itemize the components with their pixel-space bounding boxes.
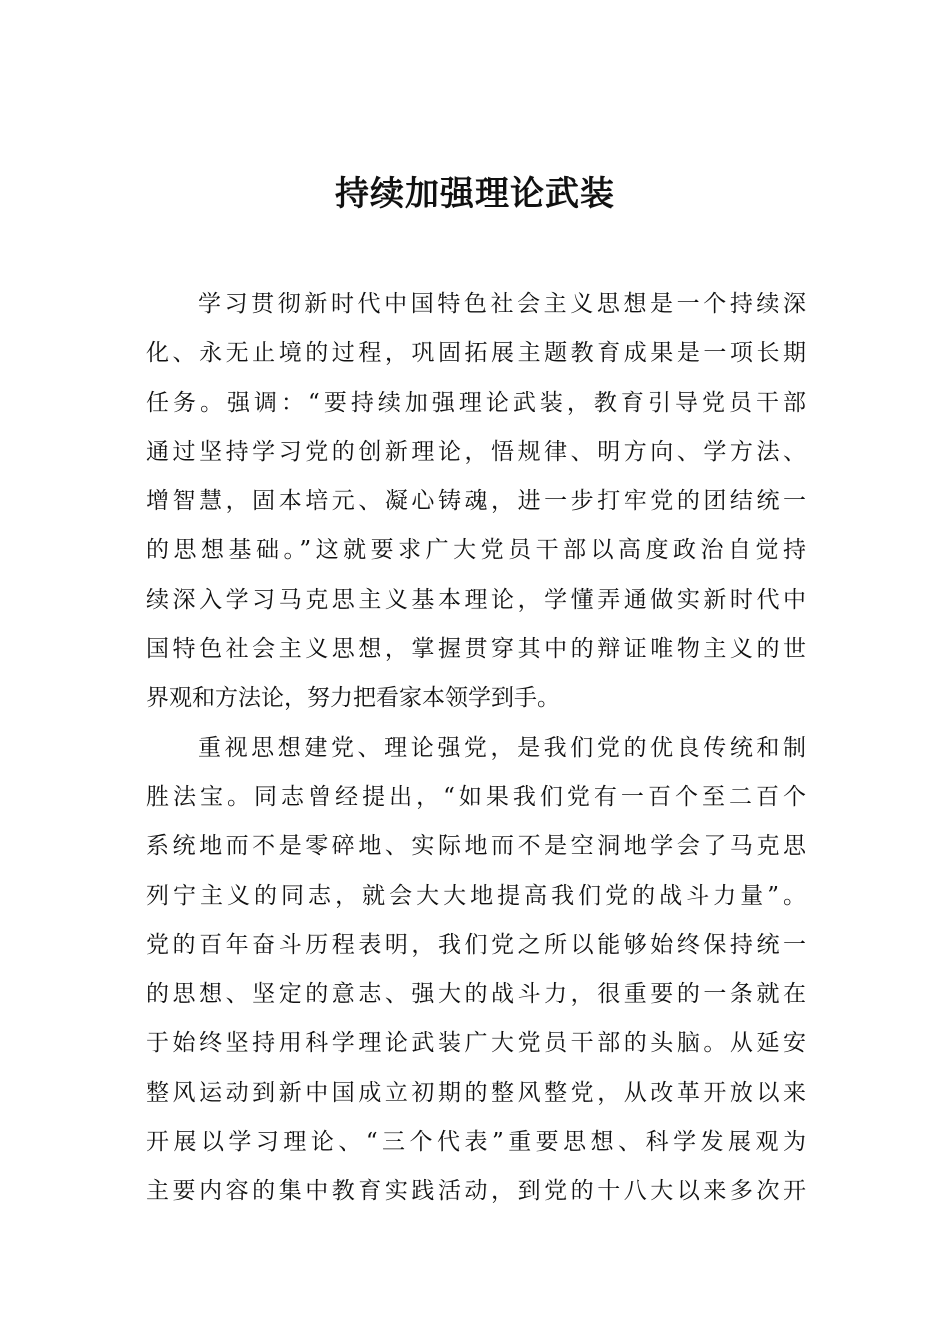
paragraph-line: 学习贯彻新时代中国特色社会主义思想是一个持续深 xyxy=(198,291,806,317)
paragraph-line: 于始终坚持用科学理论武装广大党员干部的头脑。从延安 xyxy=(146,1030,806,1057)
paragraph-line: 国特色社会主义思想，掌握贯穿其中的辩证唯物主义的世 xyxy=(146,636,806,663)
paragraph-line: 系统地而不是零碎地、实际地而不是空洞地学会了马克思 xyxy=(146,833,806,860)
paragraph-1 xyxy=(146,280,806,724)
paragraph-line: 列宁主义的同志，就会大大地提高我们党的战斗力量”。 xyxy=(146,882,806,909)
paragraph-line: 界观和方法论，努力把看家本领学到手。 xyxy=(146,685,560,712)
paragraph-line: 的思想、坚定的意志、强大的战斗力，很重要的一条就在 xyxy=(146,981,806,1008)
paragraph-line: 增智慧，固本培元、凝心铸魂，进一步打牢党的团结统一 xyxy=(146,488,806,515)
paragraph-line: 开展以学习理论、“三个代表”重要思想、科学发展观为 xyxy=(146,1129,806,1156)
paragraph-line: 主要内容的集中教育实践活动，到党的十八大以来多次开 xyxy=(146,1178,806,1205)
document-body xyxy=(146,280,806,1217)
paragraph-line: 续深入学习马克思主义基本理论，学懂弄通做实新时代中 xyxy=(146,586,806,613)
paragraph-line: 整风运动到新中国成立初期的整风整党，从改革开放以来 xyxy=(146,1079,806,1106)
paragraph-line: 胜法宝。同志曾经提出，“如果我们党有一百个至二百个 xyxy=(146,783,806,810)
paragraph-line: 任务。强调：“要持续加强理论武装，教育引导党员干部 xyxy=(146,389,806,416)
paragraph-line: 的思想基础。”这就要求广大党员干部以高度政治自觉持 xyxy=(146,537,806,564)
document-title: 持续加强理论武装 xyxy=(335,174,615,214)
paragraph-line: 通过坚持学习党的创新理论，悟规律、明方向、学方法、 xyxy=(146,438,806,465)
paragraph-line: 党的百年奋斗历程表明，我们党之所以能够始终保持统一 xyxy=(146,931,806,958)
paragraph-line: 重视思想建党、理论强党，是我们党的优良传统和制 xyxy=(198,734,806,761)
paragraph-2 xyxy=(146,724,806,1217)
paragraph-line: 化、永无止境的过程，巩固拓展主题教育成果是一项长期 xyxy=(146,340,806,367)
